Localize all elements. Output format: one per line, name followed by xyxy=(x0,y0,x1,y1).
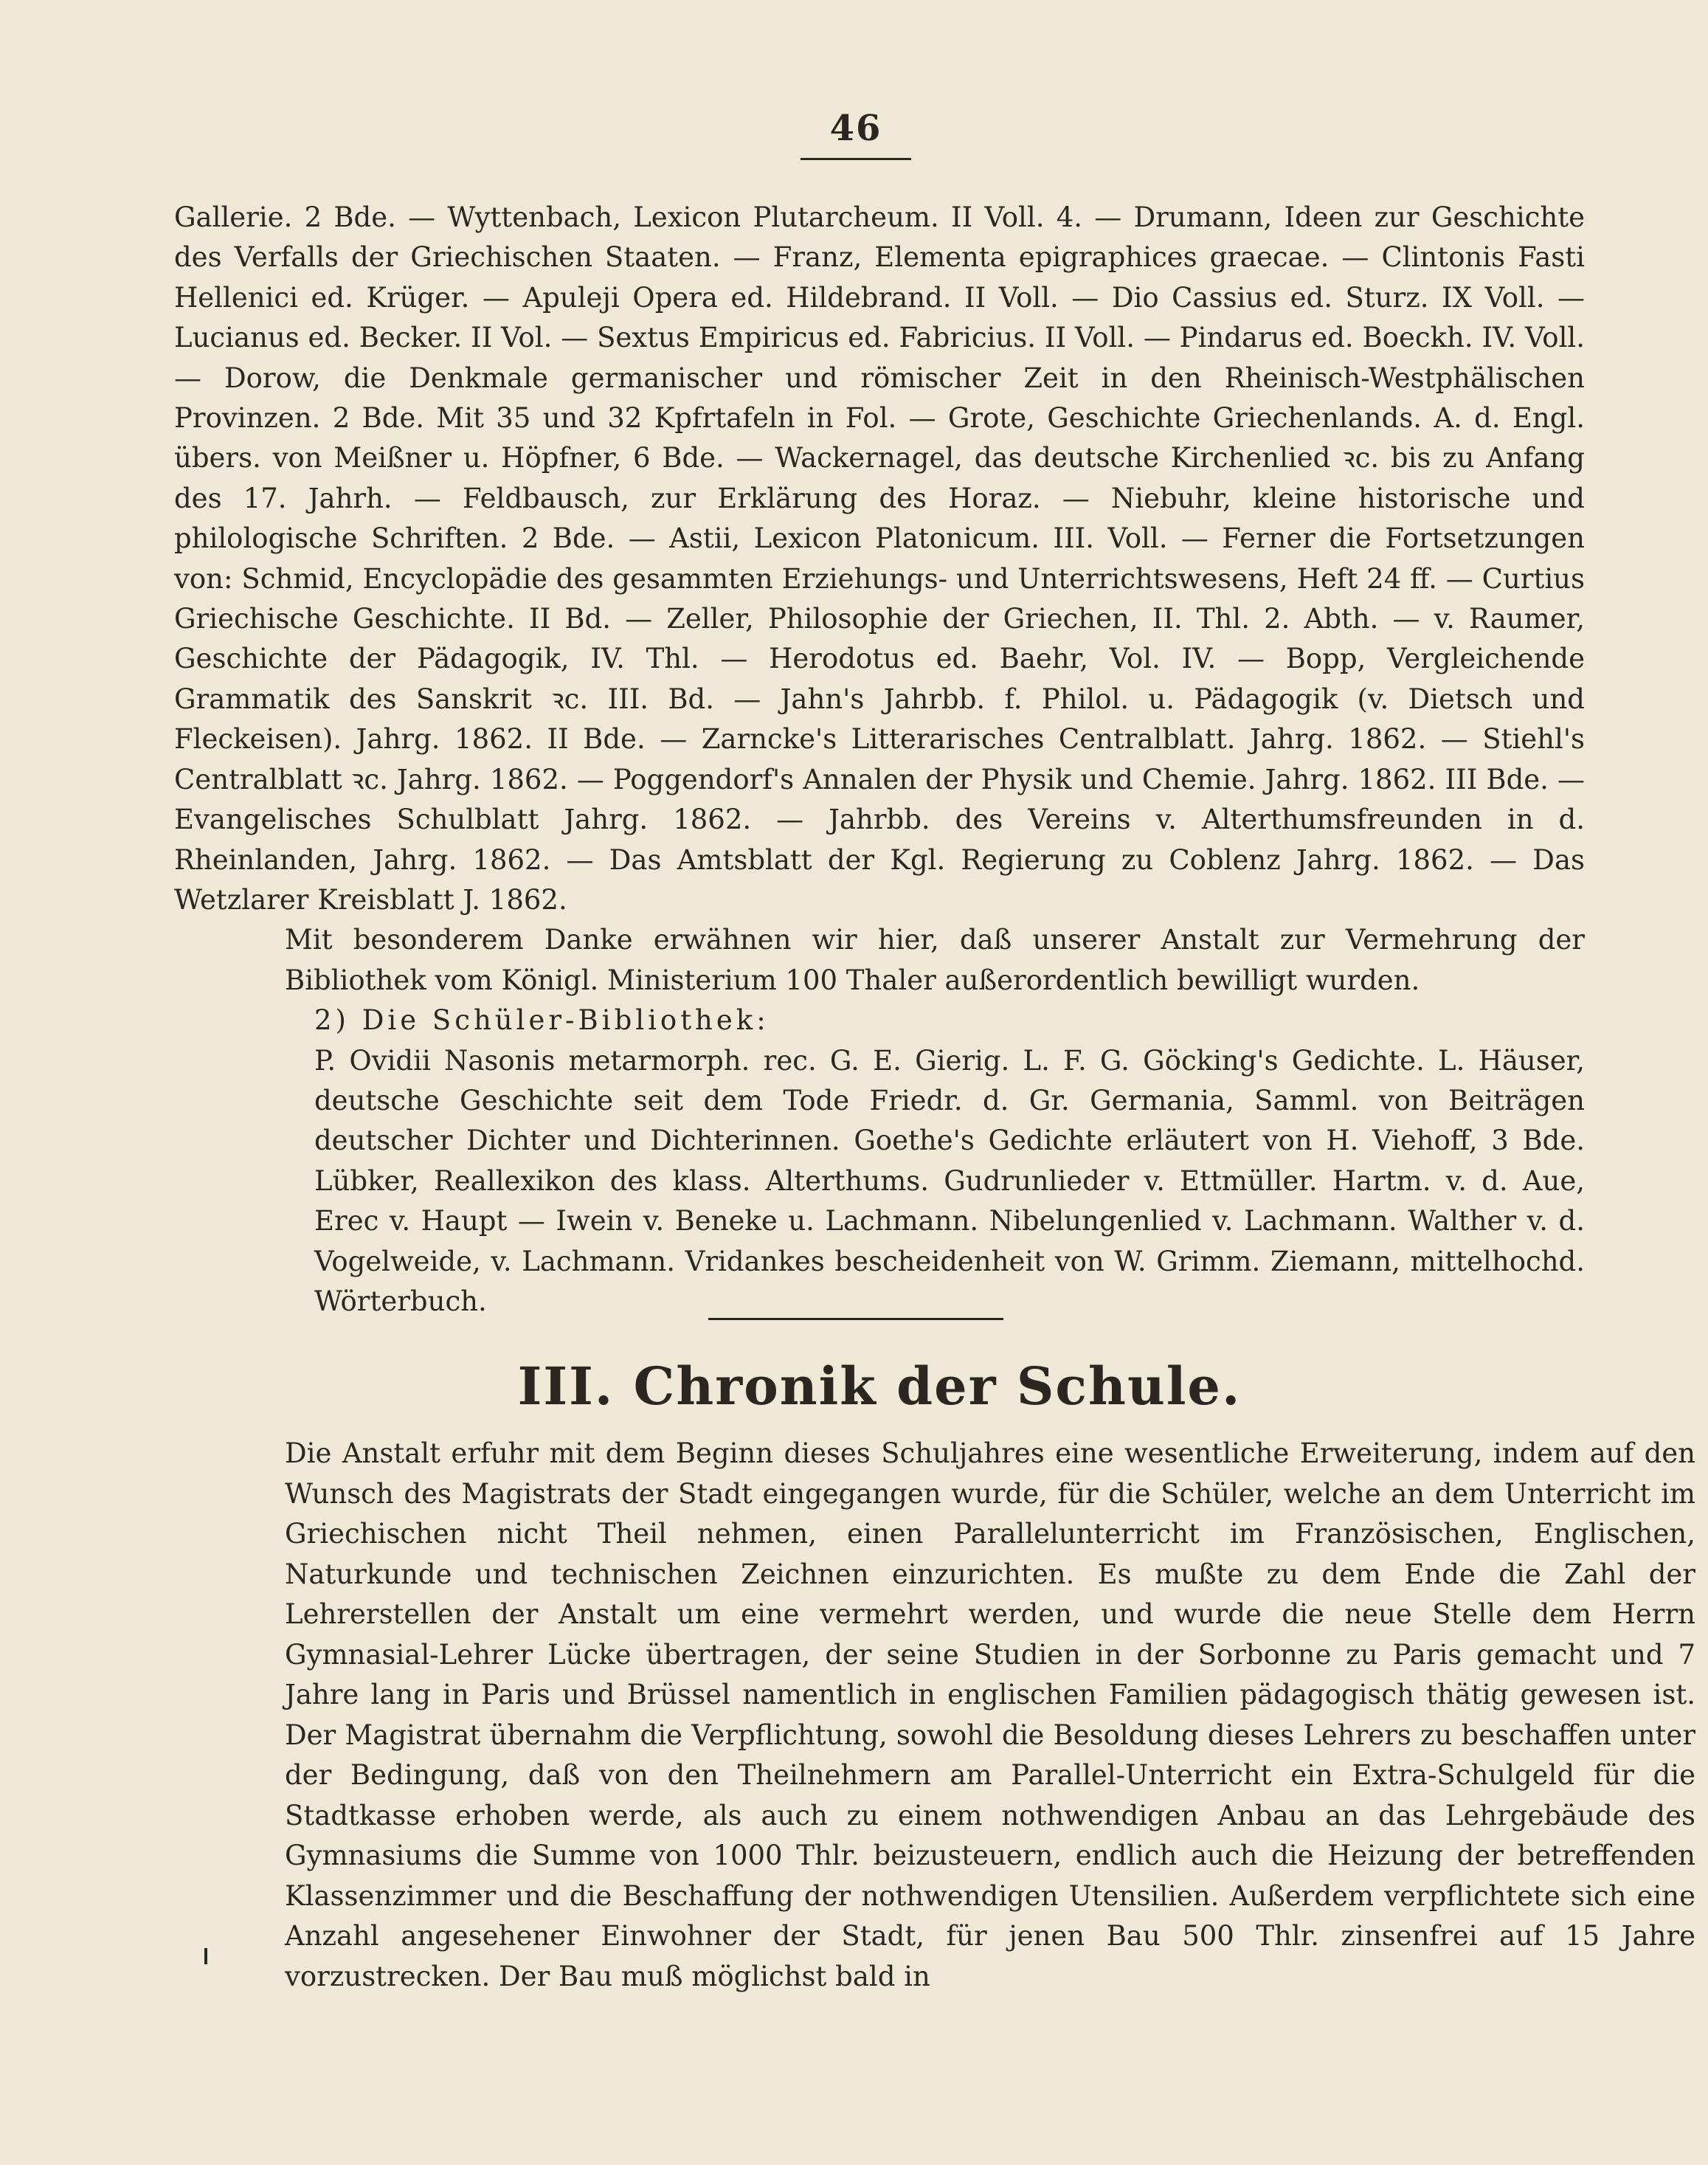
section-heading: III. Chronik der Schule. xyxy=(517,1356,1242,1417)
stray-ink-mark xyxy=(204,1948,207,1964)
page-number-rule xyxy=(801,158,911,160)
section-divider xyxy=(708,1318,1003,1320)
chronicle-paragraph: Die Anstalt erfuhr mit dem Beginn dieses Schuljahres eine wesentliche Erweiterung, indem auf den Wunsch des Magistrats der Stadt eingegangen wurde, für die Schüler, welche an dem Unterricht im Griechischen nicht Theil nehmen, einen Parallelunterricht im Französischen, Englischen, Naturkunde und technischen Zeichnen einzurichten. Es mußte zu dem Ende die Zahl der Lehrerstellen der Anstalt um eine vermehrt werden, und wurde die neue Stelle dem Herrn Gymnasial-Lehrer Lücke übertragen, der seine Studien in der Sorbonne zu Paris gemacht und 7 Jahre lang in Paris und Brüssel namentlich in englischen Familien pädagogisch thätig gewesen ist. Der Magistrat übernahm die Verpflichtung, sowohl die Besoldung dieses Lehrers zu beschaffen unter der Bedingung, daß von den Theilnehmern am Parallel-Unterricht ein Extra-Schulgeld für die Stadtkasse erhoben werde, als auch zu einem nothwendigen Anbau an das Lehrgebäude des Gymnasiums die Summe von 1000 Thlr. beizusteuern, endlich auch die Heizung der betreffenden Klassenzimmer und die Beschaffung der nothwendigen Utensilien. Außerdem verpflichtete sich eine Anzahl angesehener Einwohner der Stadt, für jenen Bau 500 Thlr. zinsenfrei auf 15 Jahre vorzustrecken. Der Bau muß möglichst bald in xyxy=(285,1437,1695,1992)
pupils-library-heading: 2) Die Schüler-Bibliothek: xyxy=(314,1004,770,1037)
library-section xyxy=(174,198,1585,1322)
thanks-paragraph: Mit besonderem Danke erwähnen wir hier, daß unserer Anstalt zur Vermehrung der Bibliothek vom Königl. Ministerium 100 Thaler außerordentlich bewilligt wurden. xyxy=(285,924,1585,996)
pupils-library-paragraph: P. Ovidii Nasonis metarmorph. rec. G. E. Gierig. L. F. G. Göcking's Gedichte. L. Häuser, deutsche Geschichte seit dem Tode Friedr. d. Gr. Germania, Samml. von Beiträgen deutscher Dichter und Dichterinnen. Goethe's Gedichte erläutert von H. Viehoff, 3 Bde. Lübker, Reallexikon des klass. Alterthums. Gudrunlieder v. Ettmüller. Hartm. v. d. Aue, Erec v. Haupt — Iwein v. Beneke u. Lachmann. Nibelungenlied v. Lachmann. Walther v. d. Vogelweide, v. Lachmann. Vridankes bescheidenheit von W. Grimm. Ziemann, mittelhochd. Wörterbuch. xyxy=(314,1044,1585,1317)
page-number: 46 xyxy=(829,108,882,149)
library-acquisitions-paragraph: Gallerie. 2 Bde. — Wyttenbach, Lexicon Plutarcheum. II Voll. 4. — Drumann, Ideen zur Geschichte des Verfalls der Griechischen Staaten. — Franz, Elementa epigraphices graecae. — Clintonis Fasti Hellenici ed. Krüger. — Apuleji Opera ed. Hildebrand. II Voll. — Dio Cassius ed. Sturz. IX Voll. — Lucianus ed. Becker. II Vol. — Sextus Empiricus ed. Fabricius. II Voll. — Pindarus ed. Boeckh. IV. Voll. — Dorow, die Denkmale germanischer und römischer Zeit in den Rheinisch-Westphälischen Provinzen. 2 Bde. Mit 35 und 32 Kpfrtafeln in Fol. — Grote, Geschichte Griechenlands. A. d. Engl. übers. von Meißner u. Höpfner, 6 Bde. — Wackernagel, das deutsche Kirchenlied ꝛc. bis zu Anfang des 17. Jahrh. — Feldbausch, zur Erklärung des Horaz. — Niebuhr, kleine historische und philologische Schriften. 2 Bde. — Astii, Lexicon Platonicum. III. Voll. — Ferner die Fortsetzungen von: Schmid, Encyclopädie des gesammten Erziehungs- und Unterrichtswesens, Heft 24 ff. — Curtius Griechische Geschichte. II Bd. — Zeller, Philosophie der Griechen, II. Thl. 2. Abth. — v. Raumer, Geschichte der Pädagogik, IV. Thl. — Herodotus ed. Baehr, Vol. IV. — Bopp, Vergleichende Grammatik des Sanskrit ꝛc. III. Bd. — Jahn's Jahrbb. f. Philol. u. Pädagogik (v. Dietsch und Fleckeisen). Jahrg. 1862. II Bde. — Zarncke's Litterarisches Centralblatt. Jahrg. 1862. — Stiehl's Centralblatt ꝛc. Jahrg. 1862. — Poggendorf's Annalen der Physik und Chemie. Jahrg. 1862. III Bde. — Evangelisches Schulblatt Jahrg. 1862. — Jahrbb. des Vereins v. Alterthumsfreunden in d. Rheinlanden, Jahrg. 1862. — Das Amtsblatt der Kgl. Regierung zu Coblenz Jahrg. 1862. — Das Wetzlarer Kreisblatt J. 1862. xyxy=(174,201,1585,916)
